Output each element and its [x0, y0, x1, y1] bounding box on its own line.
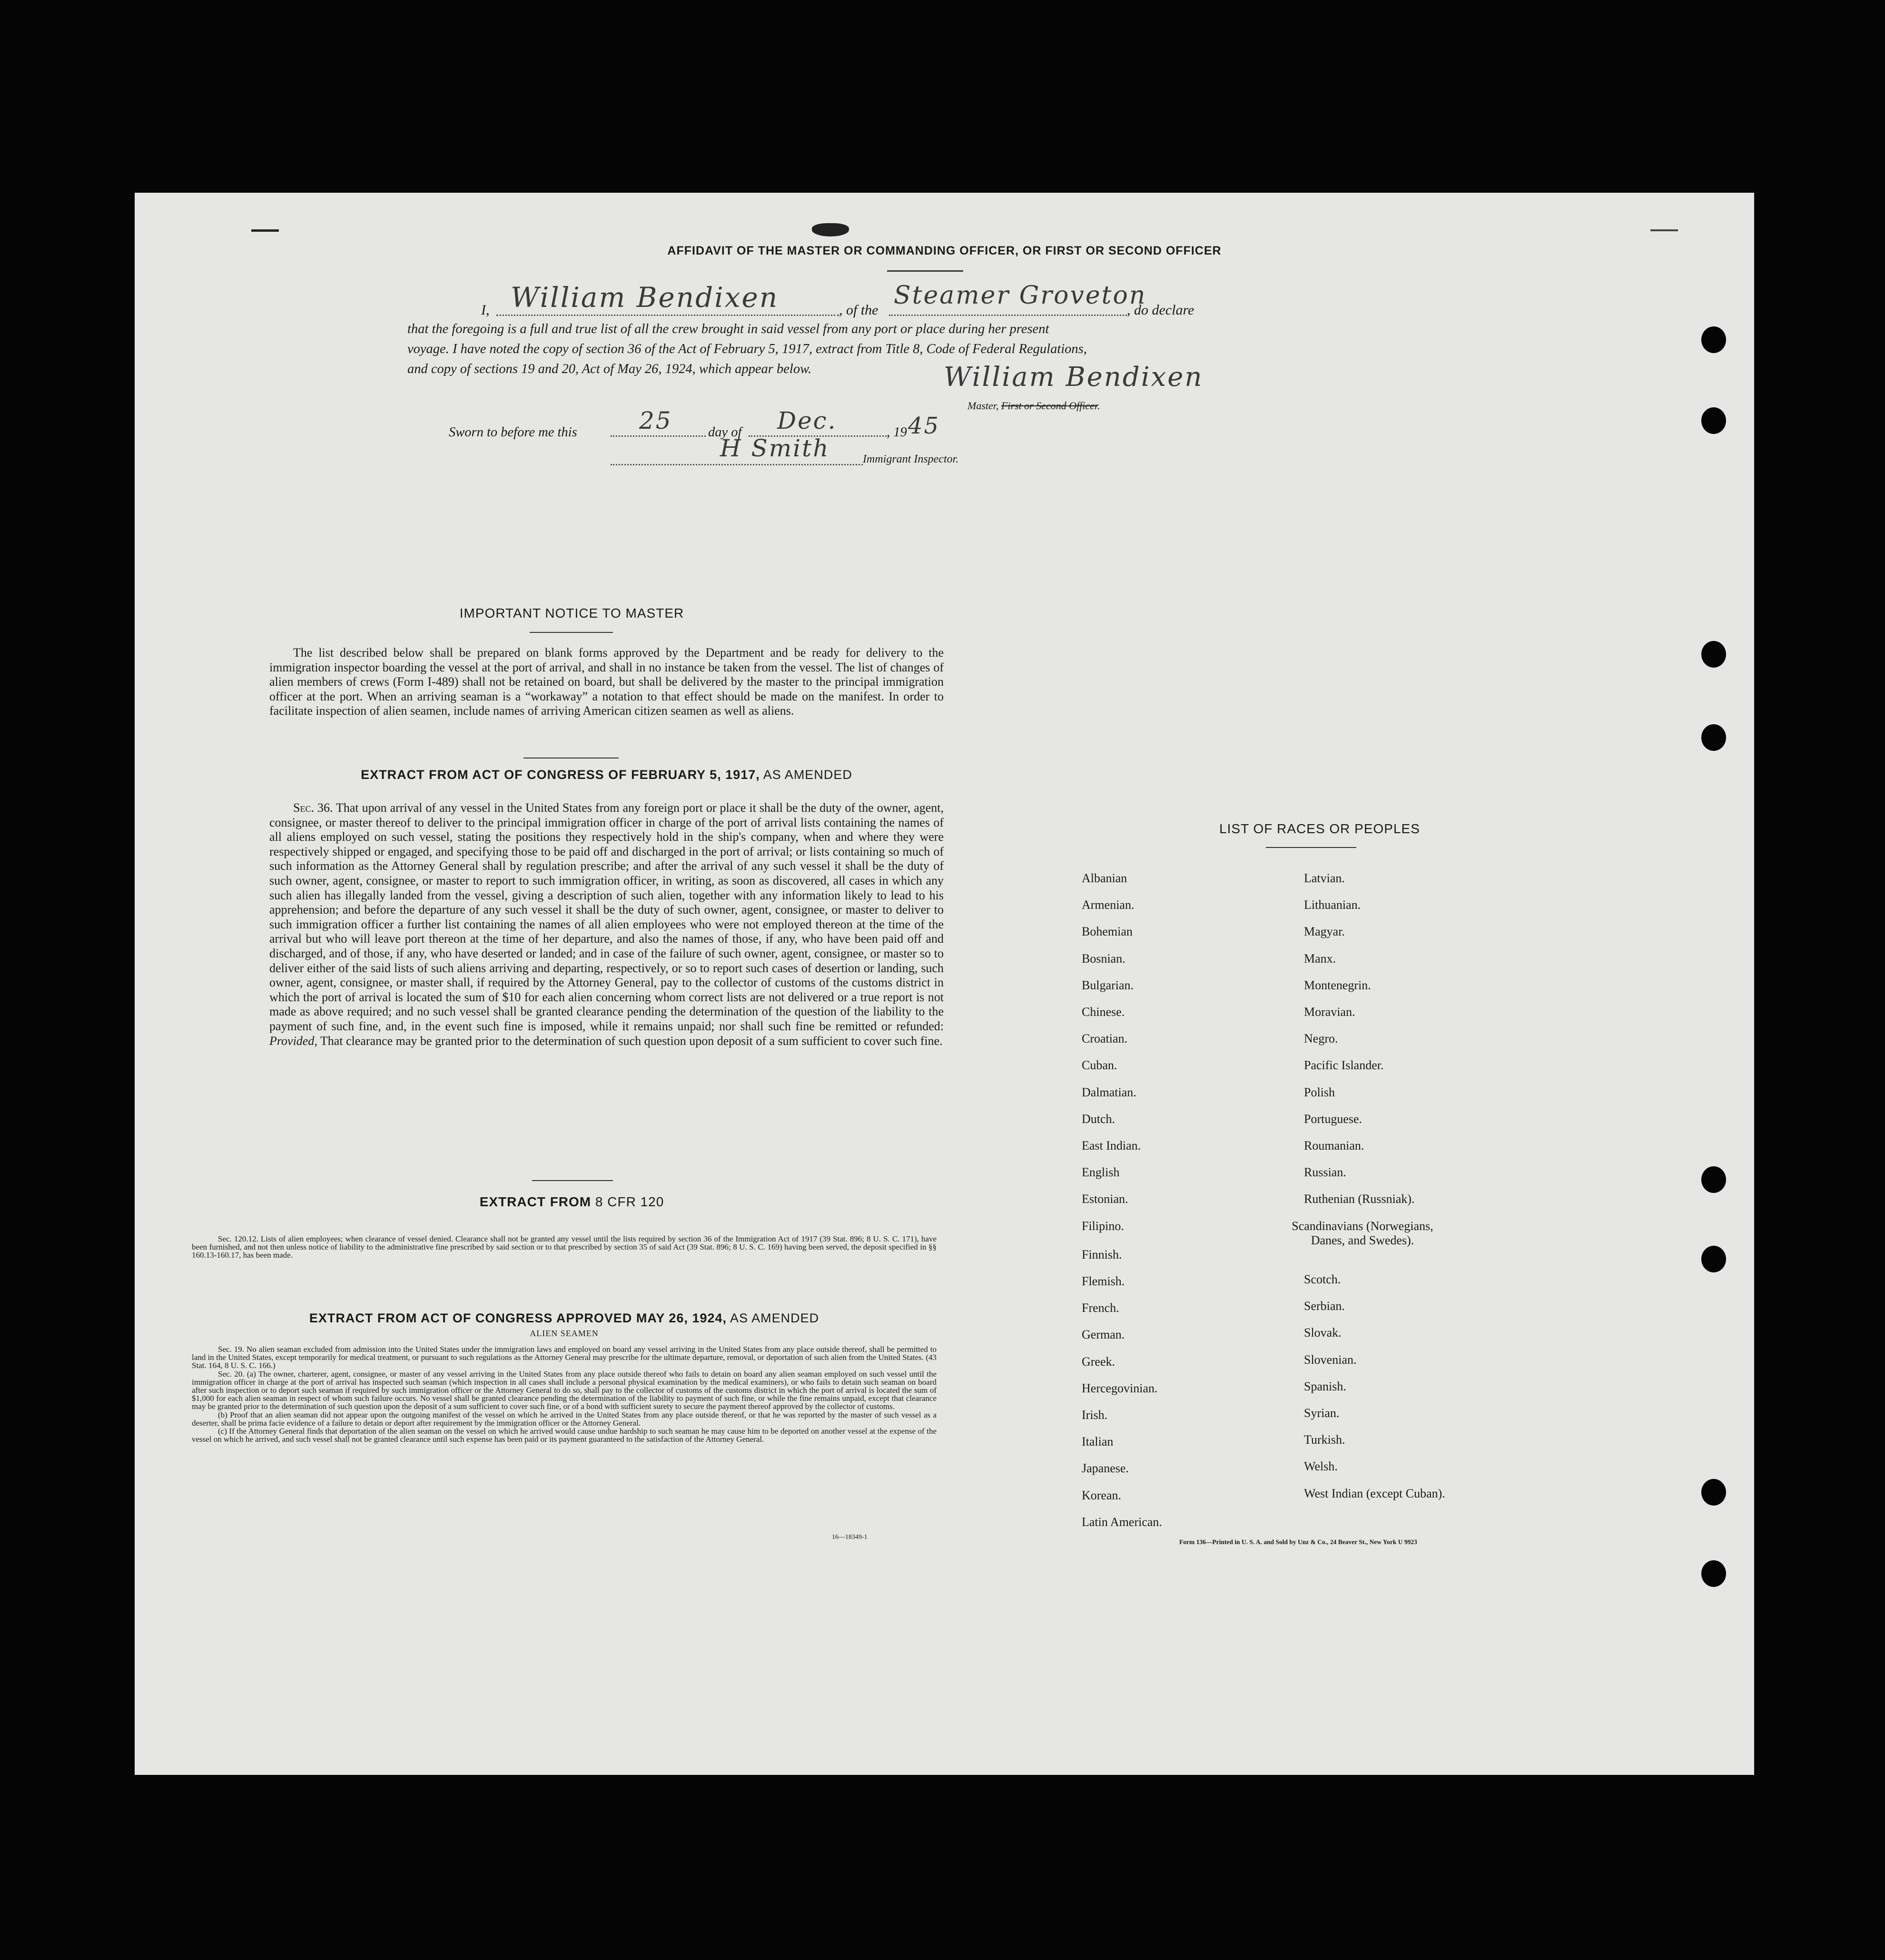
race-right-item: Turkish. — [1304, 1433, 1345, 1447]
punch-hole-7 — [1701, 1479, 1726, 1506]
extract-1924-title-bold: EXTRACT FROM ACT OF CONGRESS APPROVED MAY 26, 1924, — [309, 1311, 727, 1325]
day-of-label: day of — [708, 425, 742, 440]
notice-rule — [530, 632, 613, 633]
declaration-line-3: and copy of sections 19 and 20, Act of May 26, 1924, which appear below. — [407, 362, 812, 376]
race-left-item: Latin American. — [1082, 1515, 1162, 1529]
race-right-item: Polish — [1304, 1085, 1335, 1099]
month-handwritten: Dec. — [777, 407, 837, 434]
year-prefix: , 19 — [887, 425, 907, 440]
race-right-item: Scotch. — [1304, 1272, 1341, 1286]
extract-1917-title — [269, 768, 944, 782]
race-left-item: Italian — [1082, 1435, 1114, 1449]
race-right-item: Slovak. — [1304, 1326, 1342, 1340]
do-declare-label: , do declare — [1127, 302, 1194, 318]
extract-1924-subtitle: ALIEN SEAMEN — [530, 1329, 599, 1338]
race-left-item: Korean. — [1082, 1488, 1122, 1502]
form-code: 16—18349-1 — [832, 1534, 868, 1541]
race-right-item: Scandinavians (Norwegians, Danes, and Swedes). — [1292, 1219, 1433, 1247]
race-left-item: Bohemian — [1082, 925, 1133, 939]
punch-hole-2 — [1701, 407, 1726, 434]
corner-mark-left — [251, 229, 279, 232]
punch-hole-1 — [1701, 326, 1726, 353]
inspector-signature: H Smith — [720, 434, 830, 462]
master-label-end: . — [1097, 400, 1100, 412]
race-right-item: Roumanian. — [1304, 1139, 1364, 1152]
sec-20b-paragraph: (b) Proof that an alien seaman did not appear upon the outgoing manifest of the vessel on which he arrived in the United States from any place outside thereof, or that he was reported by the master of such vessel as a deserter, shall be prima facie evidence of a failure to detain or deport after requirement by the immigration officer or the Attorney General. — [192, 1410, 937, 1428]
race-right-item: Slovenian. — [1304, 1352, 1357, 1367]
extract-1917-title-rest: AS AMENDED — [760, 768, 852, 782]
race-right-item: Latvian. — [1304, 871, 1345, 885]
of-the-label: , of the — [839, 302, 878, 318]
extract-cfr-title — [235, 1194, 909, 1210]
race-left-item: Armenian. — [1082, 898, 1135, 912]
extract-1924-title — [192, 1311, 937, 1326]
extract-1917-title-bold: EXTRACT FROM ACT OF CONGRESS OF FEBRUARY 5, 1917, — [361, 768, 760, 782]
race-right-item: Magyar. — [1304, 925, 1345, 939]
year-handwritten: 45 — [908, 413, 940, 439]
race-left-item: German. — [1082, 1328, 1125, 1342]
race-right-item: Serbian. — [1304, 1299, 1345, 1313]
master-title — [967, 400, 1100, 412]
day-handwritten: 25 — [639, 407, 672, 434]
race-left-item: English — [1082, 1165, 1120, 1180]
race-left-item: Albanian — [1082, 871, 1127, 885]
race-left-item: Dalmatian. — [1082, 1085, 1136, 1099]
punch-hole-4 — [1701, 724, 1726, 751]
race-left-item: Bosnian. — [1082, 951, 1125, 965]
vessel-line — [889, 281, 1147, 316]
race-left-item: Cuban. — [1082, 1058, 1117, 1073]
sec-20a-paragraph: Sec. 20. (a) The owner, charterer, agent, consignee, or master of any vessel arriving in the United States from any place outside thereof who fails to detain on board any alien seaman employed on such vessel until the immigration officer in charge at the port of arrival has inspected such seaman (which inspection in all cases shall include a personal physical examination by the medical examiners), or who fails to detain such seaman on board after such inspection or to deport such seaman if required by such immigration officer or the Attorney General to do so, shall pay to the collector of customs of the customs district in which the port of arrival is located the sum of $1,000 for each alien seaman in respect of whom such failure occurs. No vessel shall be granted clearance pending the determination of the liability to payment of such fine, or while the fine remains unpaid, except that clearance may be granted prior to the determination of such question upon the deposit of a sum sufficient to cover such fine, or of a bond with sufficient surety to secure the payment thereof approved by the collector of customs. — [192, 1369, 937, 1411]
sec-20c-paragraph: (c) If the Attorney General finds that deportation of the alien seaman on the vessel on which he arrived would cause undue hardship to such seaman he may cause him to be deported on another vessel at the expense of the vessel on which he arrived, and such vessel shall not be granted clearance until such expense has been paid or its payment guaranteed to the satisfaction of the Attorney General. — [192, 1427, 937, 1444]
staple-mark — [812, 223, 849, 236]
vessel-handwritten: Steamer Groveton — [894, 281, 1147, 310]
master-signature: William Bendixen — [944, 362, 1204, 393]
punch-hole-3 — [1701, 641, 1726, 668]
race-right-item: Syrian. — [1304, 1406, 1340, 1420]
race-right-item: Manx. — [1304, 951, 1336, 965]
title-rule — [887, 270, 963, 272]
race-right-item: Portuguese. — [1304, 1112, 1362, 1126]
extract-1917-text — [269, 801, 944, 1048]
section-36-label: Sec. 36. — [293, 801, 333, 815]
race-left-item: Bulgarian. — [1082, 978, 1134, 992]
race-left-item: East Indian. — [1082, 1139, 1141, 1152]
race-right-item: Lithuanian. — [1304, 898, 1361, 912]
extract-cfr-title-bold: EXTRACT FROM — [479, 1194, 592, 1209]
section-36-end: That clearance may be granted prior to the determination of such question upon deposit of a sum sufficient to cover such fine. — [320, 1034, 943, 1048]
race-left-item: Japanese. — [1082, 1461, 1129, 1476]
race-left-item: Filipino. — [1082, 1219, 1124, 1233]
race-right-item: Pacific Islander. — [1304, 1058, 1384, 1073]
i-label: I, — [481, 302, 490, 318]
race-right-item: West Indian (except Cuban). — [1304, 1486, 1445, 1500]
race-left-item: Flemish. — [1082, 1274, 1125, 1288]
extract-cfr-text: Sec. 120.12. Lists of alien employees; when clearance of vessel denied. Clearance shall not be granted any vessel until the lists required by section 36 of the Immigration Act of 1917 (39 Stat. 896; 8 U. S. C. 171), have been furnished, and not then unless notice of liability to the administrative fine prescribed by said section or to that prescribed by section 35 of said Act (39 Stat. 896; 8 U. S. C. 169) having been served, the deposit specified in §§ 160.13-160.17, has been made. — [192, 1234, 937, 1260]
affidavit-title: AFFIDAVIT OF THE MASTER OR COMMANDING OFFICER, OR FIRST OR SECOND OFFICER — [667, 244, 1222, 257]
extract-1924-body — [192, 1345, 937, 1443]
name-line — [496, 281, 839, 316]
inspector-label: Immigrant Inspector. — [863, 453, 959, 465]
race-left-item: Greek. — [1082, 1354, 1115, 1369]
races-title: LIST OF RACES OR PEOPLES — [1219, 821, 1420, 836]
race-left-item: Irish. — [1082, 1408, 1108, 1422]
document-page — [135, 193, 1754, 1775]
day-line — [611, 407, 706, 437]
race-right-item: Welsh. — [1304, 1459, 1338, 1474]
struck-officer-label: First or Second Officer — [1001, 400, 1098, 412]
race-right-item: Russian. — [1304, 1165, 1346, 1180]
provided-label: Provided, — [269, 1034, 317, 1048]
race-left-item: French. — [1082, 1301, 1119, 1315]
extract-cfr-title-rest: 8 CFR 120 — [591, 1194, 664, 1209]
race-left-item: Estonian. — [1082, 1192, 1128, 1206]
notice-text: The list described below shall be prepared on blank forms approved by the Department and be ready for delivery to the immigration inspector boarding the vessel at the port of arrival, and shall in no instance be taken from the vessel. The list of changes of alien members of crews (Form I-489) shall not be retained on board, but shall be delivered by the master to the principal immigration officer at the port. When an arriving seaman is a “workaway” a notation to that effect should be made on the manifest. In order to facilitate inspection of alien seamen, include names of arriving American citizen seamen as well as aliens. — [269, 646, 944, 718]
sworn-label: Sworn to before me this — [449, 425, 577, 440]
name-handwritten: William Bendixen — [511, 281, 779, 314]
race-right-item: Negro. — [1304, 1032, 1338, 1046]
race-right-item: Ruthenian (Russniak). — [1304, 1192, 1415, 1206]
punch-hole-6 — [1701, 1246, 1726, 1272]
race-left-item: Finnish. — [1082, 1247, 1122, 1261]
corner-mark-right — [1650, 229, 1678, 231]
printer-footer: Form 136—Printed in U. S. A. and Sold by Unz & Co., 24 Beaver St., New York U 9923 — [1179, 1538, 1417, 1546]
inspector-line — [611, 434, 863, 465]
race-left-item: Dutch. — [1082, 1112, 1115, 1126]
section-36-body: That upon arrival of any vessel in the United States from any foreign port or place it shall be the duty of the owner, agent, consignee, or master thereof to deliver to the principal immigration officer in charge of the port of arrival lists containing the names of all aliens employed on such vessel, stating the positions they respectively hold in the ship's company, when and where they were respectively shipped or engaged, and specifying those to be paid off and discharged in the port of arrival; or lists containing so much of such information as the Attorney General shall by regulation prescribe; and after the arrival of any such vessel it shall be the duty of such owner, agent, consignee, or master to report to such immigration officer, in writing, as soon as discovered, all cases in which any such alien has illegally landed from the vessel, giving a description of such alien, together with any information likely to lead to his apprehension; and before the departure of any such vessel it shall be the duty of such owner, agent, consignee, or master to deliver to such immigration officer a further list containing the names of all alien employees who were not employed thereon at the time of the arrival but who will leave port thereon at the time of her departure, and also the names of those, if any, who have been paid off and discharged, and of those, if any, who have deserted or landed; and in case of the failure of such owner, agent, consignee, or master so to deliver either of the said lists of such aliens arriving and departing, respectively, or so to report such cases of desertion or landing, such owner, agent, consignee, or master shall, if required by the Attorney General, pay to the collector of customs of the customs district in which the port of arrival is located the sum of $10 for each alien concerning whom correct lists are not delivered or a true report is not made as above required; and no such vessel shall be granted clearance pending the determination of the question of the liability to the payment of such fine, and, in the event such fine is imposed, while it remains unpaid; nor shall such fine be remitted or refunded: — [269, 801, 944, 1033]
master-label: Master, — [967, 400, 999, 412]
punch-hole-5 — [1701, 1166, 1726, 1193]
race-left-item: Chinese. — [1082, 1005, 1125, 1019]
extract-1917-end-rule — [532, 1180, 613, 1181]
declaration-line-2: voyage. I have noted the copy of section 36 of the Act of February 5, 1917, extract from Title 8, Code of Federal Regulations, — [407, 342, 1087, 356]
notice-title: IMPORTANT NOTICE TO MASTER — [459, 606, 684, 621]
race-right-item: Moravian. — [1304, 1005, 1355, 1019]
race-right-item: Montenegrin. — [1304, 978, 1371, 992]
races-rule — [1266, 847, 1356, 848]
race-right-item: Spanish. — [1304, 1379, 1346, 1393]
extract-1924-title-rest: AS AMENDED — [727, 1311, 819, 1325]
declaration-line-1: that the foregoing is a full and true list of all the crew brought in said vessel from any port or place during her present — [407, 322, 1049, 336]
race-left-item: Hercegovinian. — [1082, 1381, 1158, 1395]
punch-hole-8 — [1701, 1560, 1726, 1587]
sec-19-paragraph: Sec. 19. No alien seaman excluded from admission into the United States under the immigration laws and employed on board any vessel arriving in the United States from any place outside thereof, shall be permitted to land in the United States, except temporarily for medical treatment, or pursuant to such regulations as the Attorney General may prescribe for the ultimate departure, removal, or deportation of such alien from the United States. (43 Stat. 164, 8 U. S. C. 166.) — [192, 1345, 937, 1370]
month-line — [749, 407, 887, 437]
race-left-item: Croatian. — [1082, 1032, 1128, 1046]
